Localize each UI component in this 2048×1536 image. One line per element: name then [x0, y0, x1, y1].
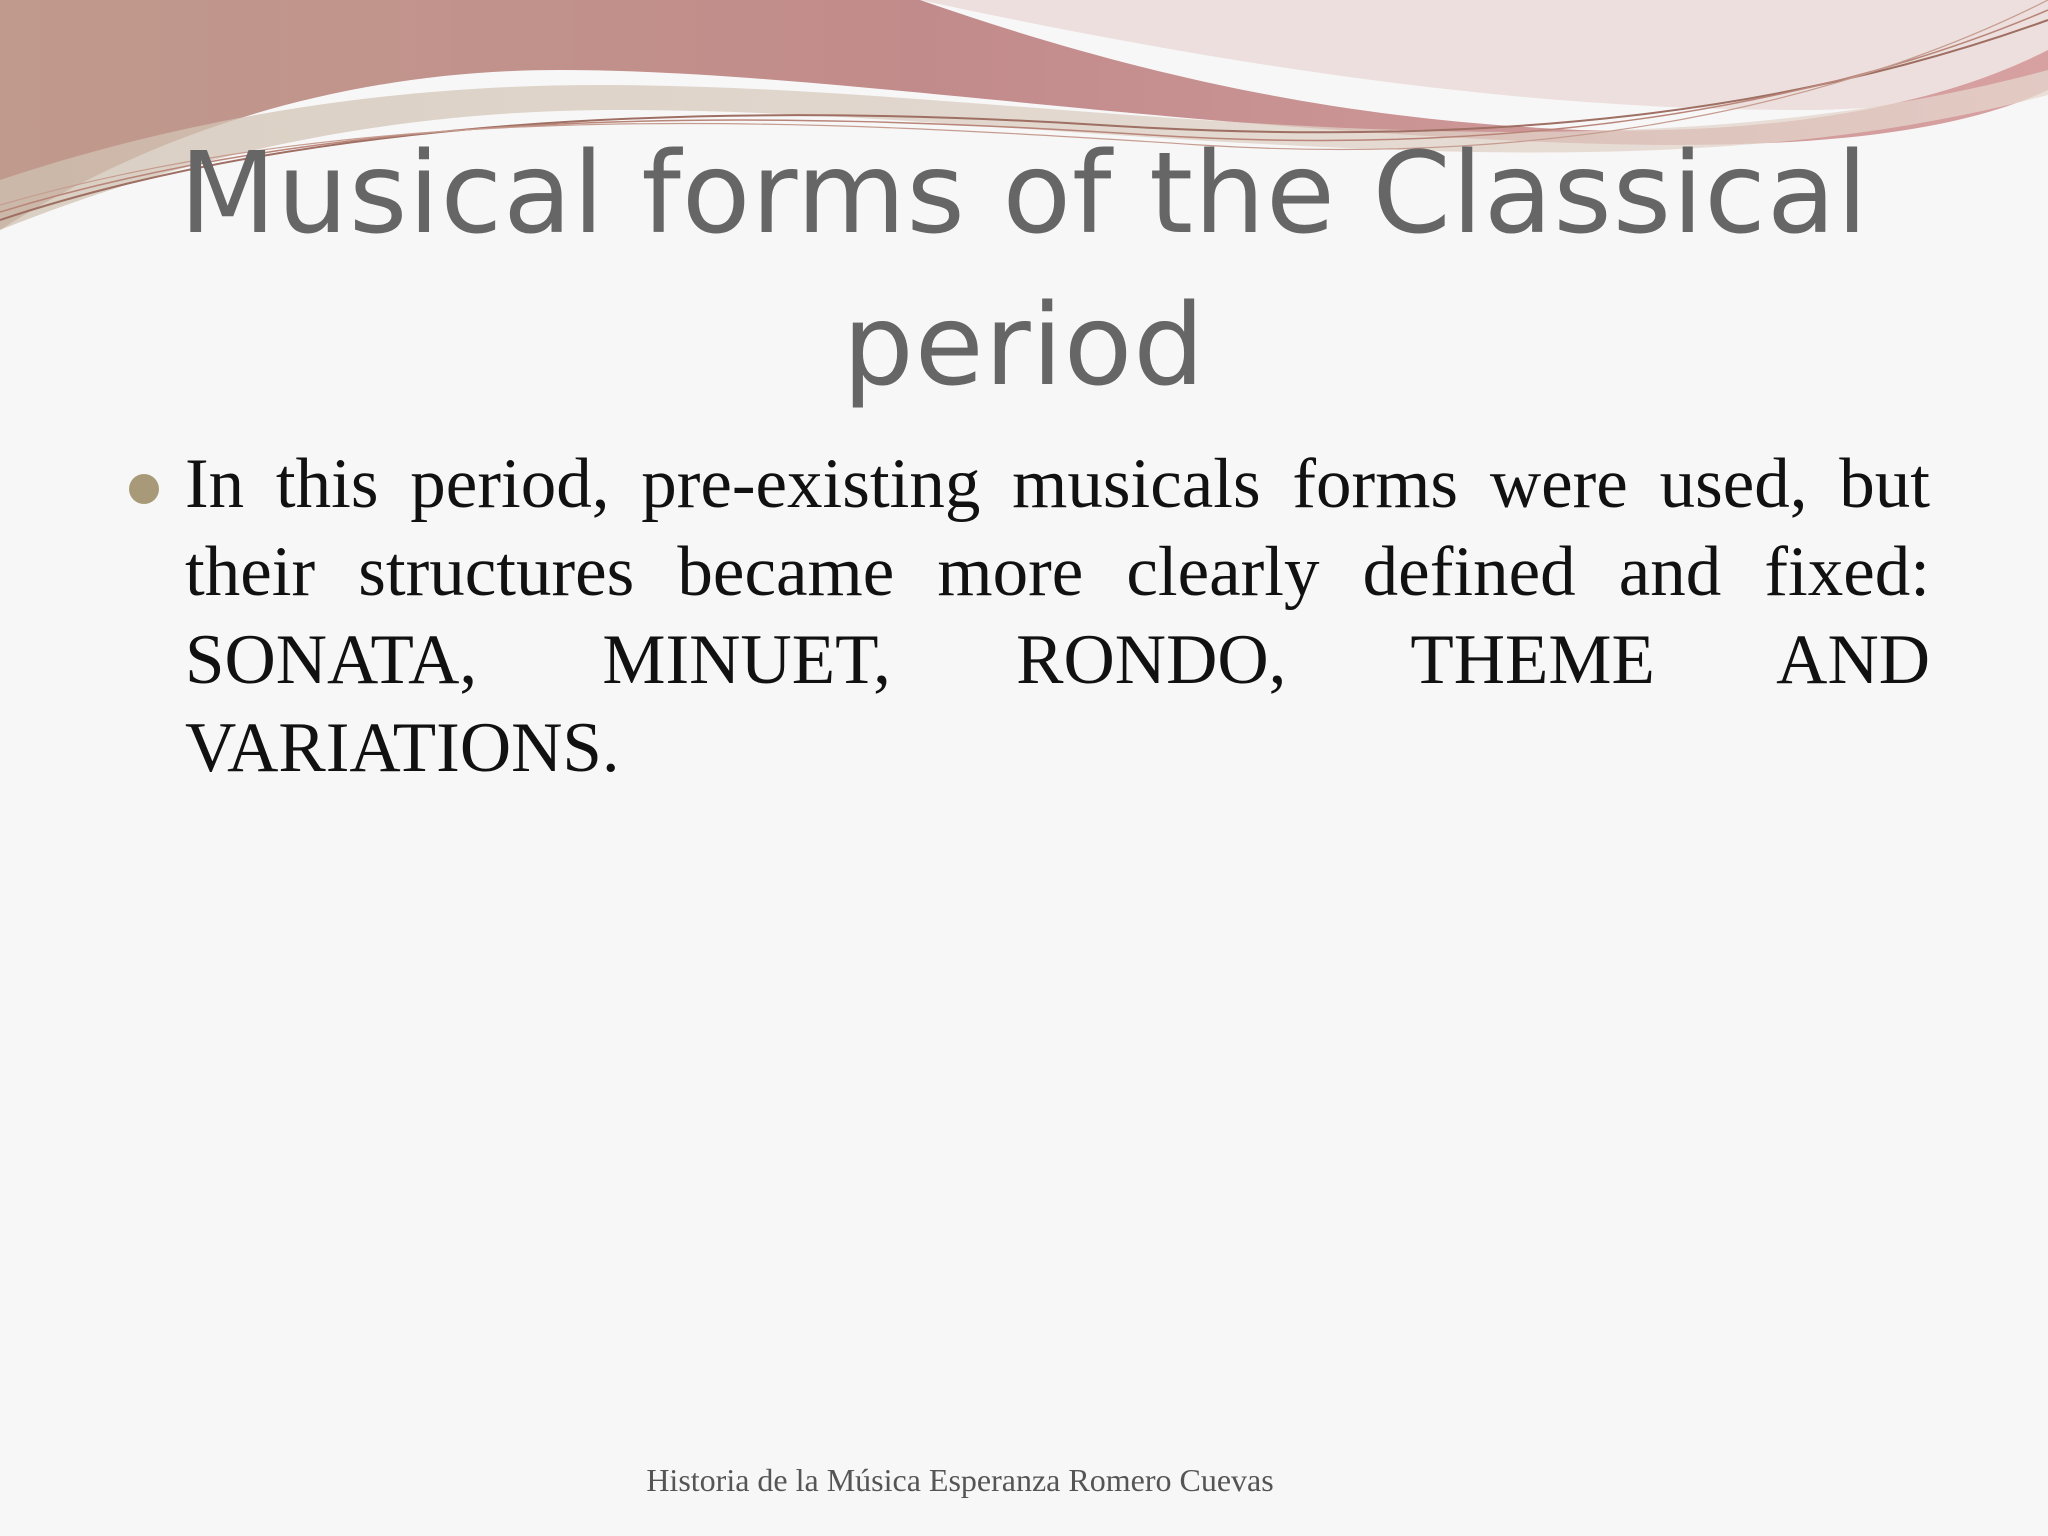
slide-footer: Historia de la Música Esperanza Romero Cuevas: [646, 1462, 1274, 1498]
bullet-dot-icon: [129, 474, 159, 504]
slide-title: Musical forms of the Classical period: [179, 129, 1869, 411]
slide-content: [185, 440, 1930, 792]
bullet-item: [185, 440, 1930, 792]
bullet-text: In this period, pre-existing musicals forms were used, but their structures became more clearly defined and fixed: SONATA, MINUET, RONDO, THEME AND VARIATIONS.: [185, 445, 1930, 787]
